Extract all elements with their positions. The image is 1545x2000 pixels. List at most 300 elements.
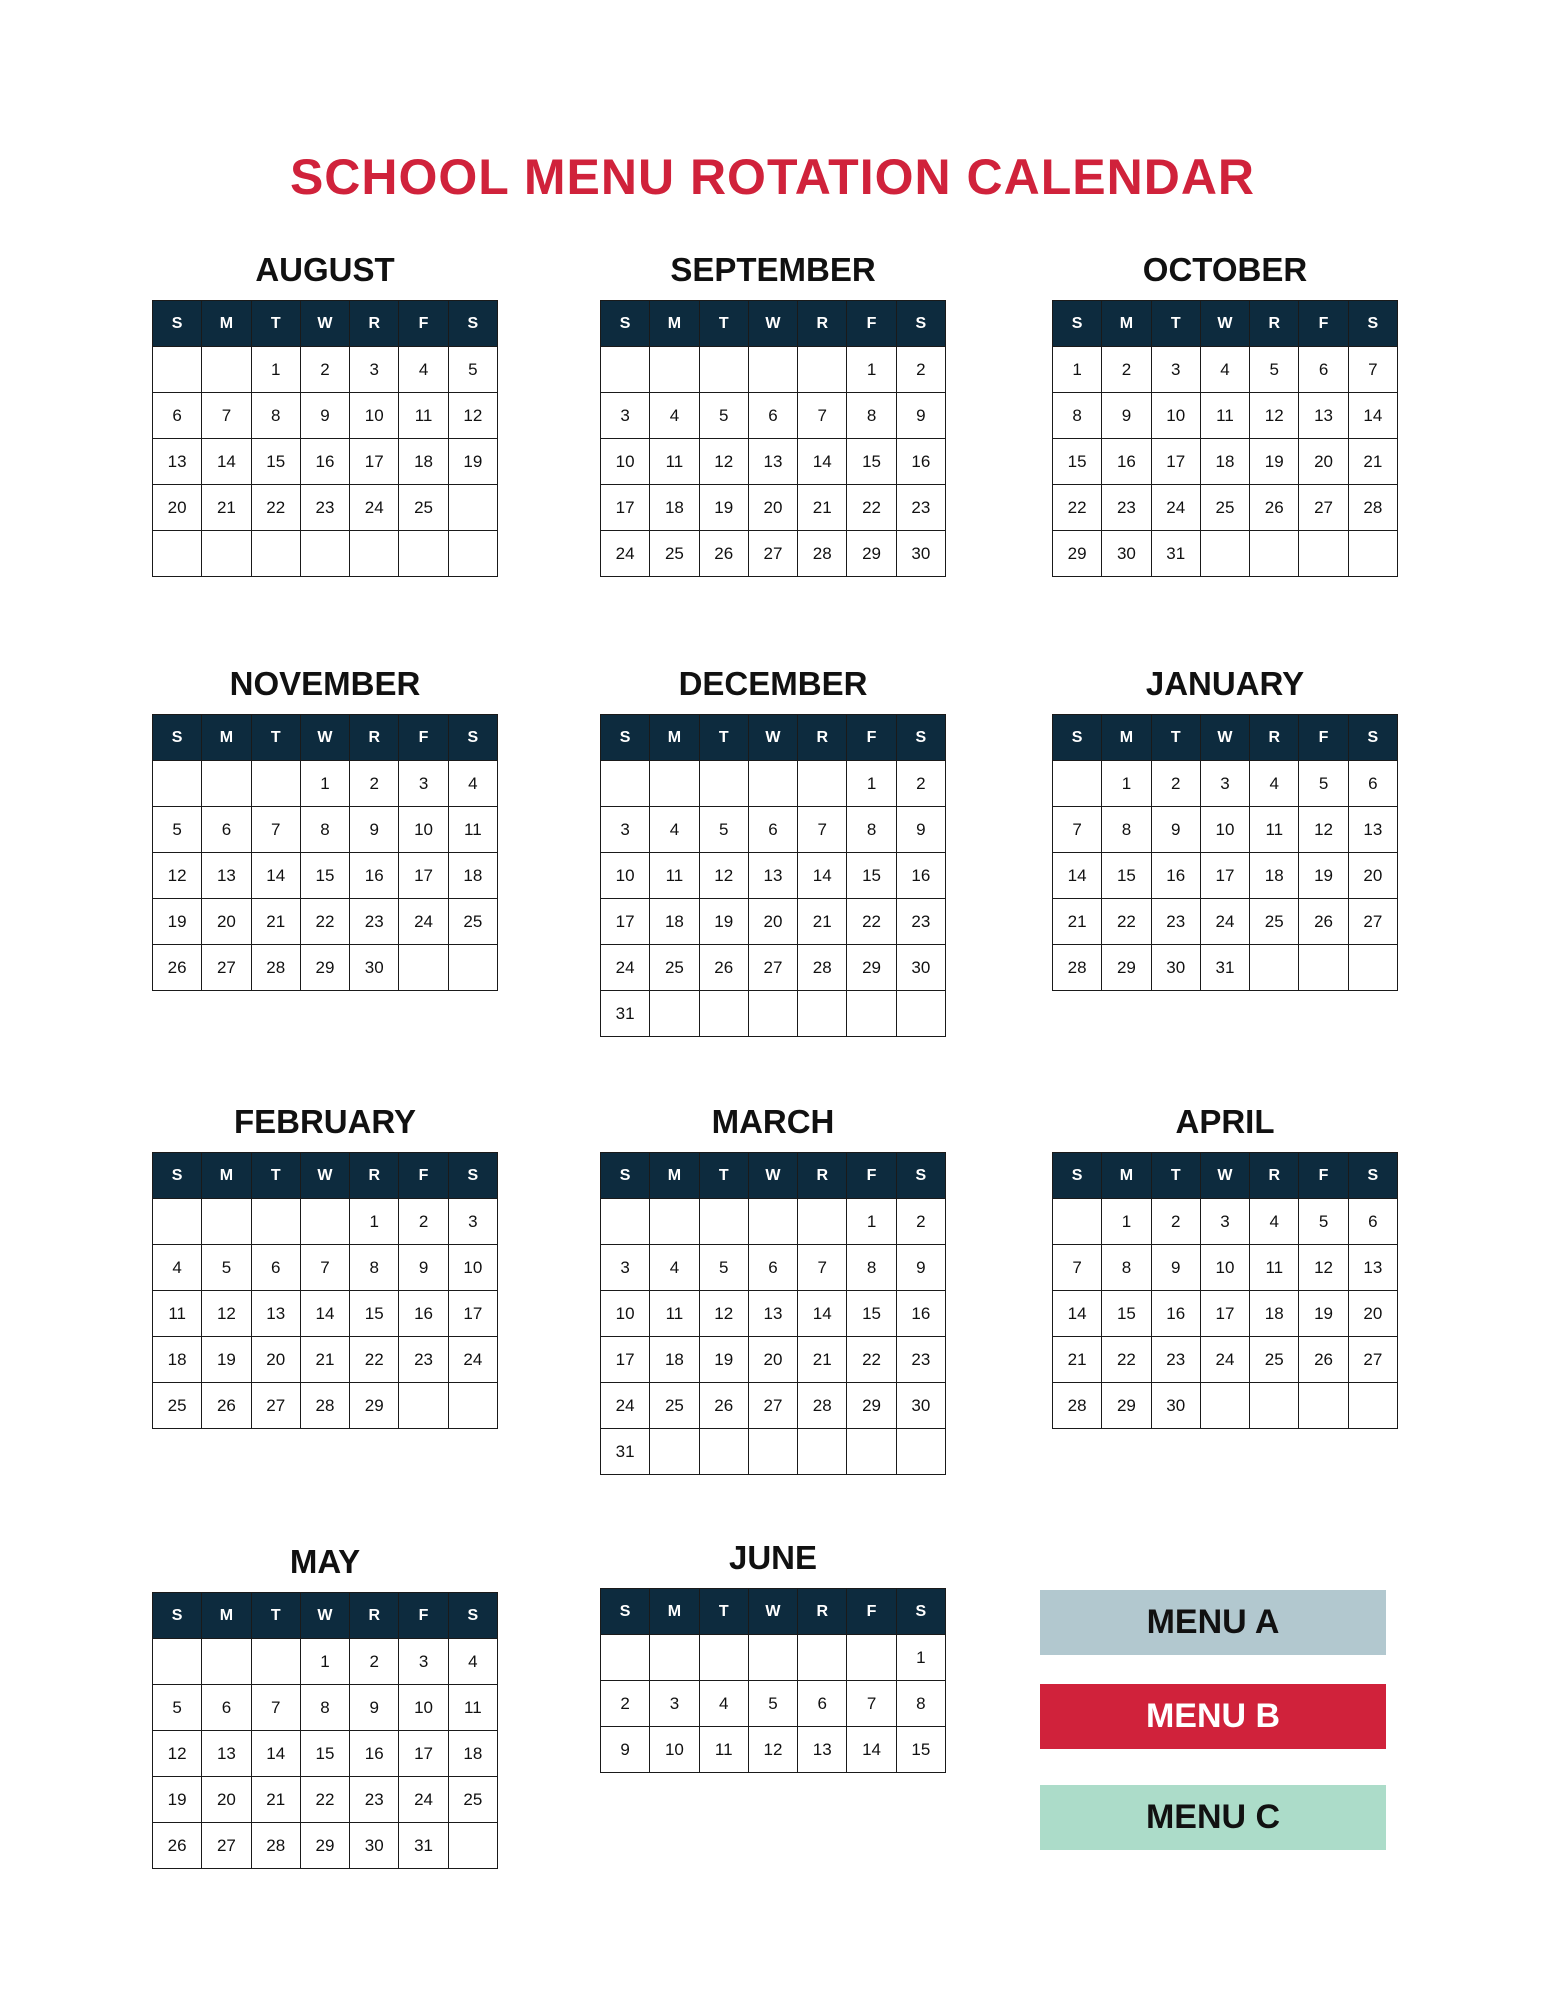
day-cell: 24 [448, 1337, 497, 1383]
day-cell: 21 [202, 485, 251, 531]
empty-cell [699, 347, 748, 393]
day-cell: 16 [1102, 439, 1151, 485]
day-cell: 17 [601, 485, 650, 531]
day-cell: 23 [399, 1337, 448, 1383]
day-cell: 9 [399, 1245, 448, 1291]
day-cell: 4 [650, 807, 699, 853]
day-cell: 5 [448, 347, 497, 393]
day-cell: 3 [1200, 761, 1249, 807]
day-cell: 10 [1151, 393, 1200, 439]
day-cell: 9 [896, 807, 945, 853]
weekday-header: T [699, 1153, 748, 1199]
day-cell: 1 [350, 1199, 399, 1245]
day-cell: 4 [1200, 347, 1249, 393]
month-name: APRIL [1175, 1103, 1275, 1140]
day-cell: 7 [202, 393, 251, 439]
day-cell: 13 [251, 1291, 300, 1337]
weekday-header: M [1102, 715, 1151, 761]
day-cell: 2 [896, 347, 945, 393]
empty-cell [448, 945, 497, 991]
day-cell: 14 [1053, 1291, 1102, 1337]
day-cell: 20 [1348, 853, 1397, 899]
day-cell: 13 [1348, 807, 1397, 853]
day-cell: 1 [300, 1639, 349, 1685]
empty-cell [448, 1823, 497, 1869]
day-cell: 30 [300, 531, 349, 577]
weekday-header: T [1151, 1153, 1200, 1199]
day-cell: 8 [300, 807, 349, 853]
day-cell: 12 [202, 1291, 251, 1337]
month-table [1052, 714, 1398, 991]
month-table [600, 300, 946, 577]
month-december [600, 664, 946, 1037]
weekday-header: S [601, 1589, 650, 1635]
day-cell: 24 [601, 1383, 650, 1429]
day-cell: 14 [847, 1727, 896, 1773]
day-cell: 3 [350, 347, 399, 393]
day-cell: 29 [1102, 1383, 1151, 1429]
day-cell: 11 [650, 1291, 699, 1337]
empty-cell [1250, 945, 1299, 991]
day-cell: 3 [601, 393, 650, 439]
day-cell: 12 [748, 1727, 797, 1773]
weekday-header: W [1200, 715, 1249, 761]
day-cell: 31 [1151, 531, 1200, 577]
day-cell: 20 [748, 1337, 797, 1383]
empty-cell [1200, 1383, 1249, 1429]
empty-cell [300, 1199, 349, 1245]
day-cell: 27 [1348, 899, 1397, 945]
day-cell: 20 [153, 485, 202, 531]
weekday-header: F [1299, 715, 1348, 761]
day-cell: 11 [153, 1291, 202, 1337]
day-cell: 31 [399, 1823, 448, 1869]
month-table [152, 1152, 498, 1429]
day-cell: 10 [1200, 807, 1249, 853]
weekday-header: R [1250, 1153, 1299, 1199]
weekday-header: F [399, 301, 448, 347]
day-cell: 21 [798, 1337, 847, 1383]
day-cell: 3 [448, 1199, 497, 1245]
day-cell: 29 [1053, 531, 1102, 577]
day-cell: 18 [650, 1337, 699, 1383]
day-cell: 18 [1250, 1291, 1299, 1337]
weekday-header: M [650, 715, 699, 761]
empty-cell [1348, 1383, 1397, 1429]
empty-cell [798, 1199, 847, 1245]
day-cell: 30 [350, 1823, 399, 1869]
day-cell: 24 [601, 945, 650, 991]
day-cell: 22 [300, 1777, 349, 1823]
page-title: SCHOOL MENU ROTATION CALENDAR [289, 149, 1256, 205]
day-cell: 17 [1200, 853, 1249, 899]
month-january [1052, 664, 1398, 991]
day-cell: 7 [251, 807, 300, 853]
day-cell: 26 [448, 485, 497, 531]
empty-cell [748, 347, 797, 393]
weekday-header: S [1348, 1153, 1397, 1199]
day-cell: 18 [650, 899, 699, 945]
day-cell: 5 [153, 807, 202, 853]
day-cell: 13 [1348, 1245, 1397, 1291]
weekday-header: W [748, 1589, 797, 1635]
month-name: JANUARY [1145, 665, 1305, 702]
day-cell: 25 [1200, 485, 1249, 531]
day-cell: 26 [699, 1383, 748, 1429]
empty-cell [798, 761, 847, 807]
day-cell: 4 [1250, 761, 1299, 807]
weekday-header: R [798, 1589, 847, 1635]
day-cell: 1 [300, 761, 349, 807]
weekday-header: R [1250, 715, 1299, 761]
day-cell: 7 [847, 1681, 896, 1727]
day-cell: 9 [896, 1245, 945, 1291]
day-cell: 29 [350, 1383, 399, 1429]
day-cell: 15 [847, 1291, 896, 1337]
day-cell: 26 [699, 945, 748, 991]
day-cell: 8 [1053, 393, 1102, 439]
day-cell: 28 [300, 1383, 349, 1429]
day-cell: 28 [1053, 945, 1102, 991]
month-june [600, 1538, 946, 1773]
weekday-header: S [601, 715, 650, 761]
day-cell: 15 [300, 1731, 349, 1777]
weekday-header: T [251, 1593, 300, 1639]
day-cell: 19 [699, 899, 748, 945]
empty-cell [251, 1639, 300, 1685]
month-table [152, 300, 498, 577]
day-cell: 12 [1299, 807, 1348, 853]
empty-cell [153, 761, 202, 807]
day-cell: 12 [699, 853, 748, 899]
empty-cell [798, 991, 847, 1037]
day-cell: 27 [153, 531, 202, 577]
day-cell: 17 [350, 439, 399, 485]
day-cell: 8 [847, 1245, 896, 1291]
weekday-header: S [153, 1593, 202, 1639]
day-cell: 15 [251, 439, 300, 485]
day-cell: 6 [1348, 1199, 1397, 1245]
day-cell: 6 [202, 807, 251, 853]
day-cell: 22 [1102, 899, 1151, 945]
day-cell: 5 [202, 1245, 251, 1291]
day-cell: 31 [1200, 945, 1249, 991]
day-cell: 27 [1299, 485, 1348, 531]
weekday-header: T [251, 715, 300, 761]
month-name: MARCH [711, 1103, 835, 1140]
weekday-header: S [601, 301, 650, 347]
day-cell: 1 [847, 761, 896, 807]
weekday-header: M [1102, 1153, 1151, 1199]
day-cell: 10 [601, 1291, 650, 1337]
weekday-header: M [202, 301, 251, 347]
weekday-header: R [1250, 301, 1299, 347]
day-cell: 12 [1250, 393, 1299, 439]
empty-cell [601, 347, 650, 393]
month-september [600, 250, 946, 577]
day-cell: 14 [300, 1291, 349, 1337]
day-cell: 18 [153, 1337, 202, 1383]
empty-cell [798, 347, 847, 393]
day-cell: 22 [847, 485, 896, 531]
month-name: MAY [289, 1543, 361, 1580]
empty-cell [748, 1635, 797, 1681]
weekday-header: F [1299, 1153, 1348, 1199]
day-cell: 10 [601, 853, 650, 899]
day-cell: 10 [399, 807, 448, 853]
day-cell: 7 [1348, 347, 1397, 393]
day-cell: 7 [1053, 807, 1102, 853]
empty-cell [153, 347, 202, 393]
empty-cell [699, 761, 748, 807]
day-cell: 3 [399, 1639, 448, 1685]
empty-cell [1348, 531, 1397, 577]
month-march [600, 1102, 946, 1475]
empty-cell [251, 1199, 300, 1245]
day-cell: 6 [1348, 761, 1397, 807]
day-cell: 14 [1053, 853, 1102, 899]
day-cell: 12 [1299, 1245, 1348, 1291]
weekday-header: S [1053, 301, 1102, 347]
day-cell: 27 [748, 531, 797, 577]
empty-cell [153, 1639, 202, 1685]
month-name: JUNE [728, 1539, 818, 1576]
day-cell: 4 [153, 1245, 202, 1291]
weekday-header: S [896, 1589, 945, 1635]
day-cell: 20 [251, 1337, 300, 1383]
day-cell: 14 [798, 853, 847, 899]
weekday-header: M [650, 1153, 699, 1199]
day-cell: 27 [202, 945, 251, 991]
day-cell: 30 [1151, 1383, 1200, 1429]
empty-cell [798, 1429, 847, 1475]
weekday-header: T [699, 301, 748, 347]
day-cell: 23 [1102, 485, 1151, 531]
day-cell: 13 [798, 1727, 847, 1773]
day-cell: 16 [896, 439, 945, 485]
empty-cell [1200, 531, 1249, 577]
day-cell: 24 [1200, 899, 1249, 945]
day-cell: 6 [1299, 347, 1348, 393]
day-cell: 6 [251, 1245, 300, 1291]
empty-cell [1299, 531, 1348, 577]
day-cell: 9 [350, 1685, 399, 1731]
day-cell: 1 [847, 347, 896, 393]
month-table [600, 714, 946, 1037]
empty-cell [251, 761, 300, 807]
day-cell: 12 [699, 1291, 748, 1337]
day-cell: 24 [601, 531, 650, 577]
day-cell: 17 [601, 1337, 650, 1383]
day-cell: 16 [350, 853, 399, 899]
day-cell: 4 [448, 1639, 497, 1685]
empty-cell [650, 1635, 699, 1681]
day-cell: 17 [1151, 439, 1200, 485]
month-october [1052, 250, 1398, 577]
day-cell: 29 [847, 531, 896, 577]
day-cell: 30 [896, 945, 945, 991]
day-cell: 8 [847, 393, 896, 439]
weekday-header: F [847, 1589, 896, 1635]
day-cell: 27 [748, 1383, 797, 1429]
day-cell: 13 [748, 1291, 797, 1337]
day-cell: 21 [798, 485, 847, 531]
day-cell: 29 [251, 531, 300, 577]
day-cell: 28 [798, 945, 847, 991]
day-cell: 28 [251, 1823, 300, 1869]
empty-cell [748, 1199, 797, 1245]
weekday-header: R [350, 1153, 399, 1199]
day-cell: 14 [202, 439, 251, 485]
day-cell: 23 [896, 1337, 945, 1383]
day-cell: 19 [699, 1337, 748, 1383]
day-cell: 23 [350, 899, 399, 945]
day-cell: 14 [251, 1731, 300, 1777]
empty-cell [748, 991, 797, 1037]
weekday-header: W [300, 1593, 349, 1639]
day-cell: 3 [601, 807, 650, 853]
month-name: NOVEMBER [229, 665, 421, 702]
empty-cell [1053, 1199, 1102, 1245]
day-cell: 18 [399, 439, 448, 485]
empty-cell [448, 531, 497, 577]
empty-cell [650, 1199, 699, 1245]
day-cell: 5 [153, 1685, 202, 1731]
day-cell: 2 [1151, 761, 1200, 807]
day-cell: 3 [1151, 347, 1200, 393]
day-cell: 11 [1250, 807, 1299, 853]
empty-cell [699, 1429, 748, 1475]
day-cell: 19 [202, 1337, 251, 1383]
weekday-header: F [399, 715, 448, 761]
day-cell: 6 [153, 393, 202, 439]
day-cell: 12 [448, 393, 497, 439]
day-cell: 2 [350, 1639, 399, 1685]
weekday-header: W [748, 301, 797, 347]
day-cell: 29 [300, 1823, 349, 1869]
day-cell: 17 [448, 1291, 497, 1337]
day-cell: 29 [847, 945, 896, 991]
day-cell: 19 [1299, 1291, 1348, 1337]
day-cell: 5 [699, 807, 748, 853]
day-cell: 4 [699, 1681, 748, 1727]
empty-cell [1299, 1383, 1348, 1429]
day-cell: 9 [300, 393, 349, 439]
day-cell: 16 [896, 1291, 945, 1337]
month-february [152, 1102, 498, 1429]
weekday-header: S [1348, 301, 1397, 347]
day-cell: 20 [1299, 439, 1348, 485]
day-cell: 6 [748, 393, 797, 439]
day-cell: 5 [1250, 347, 1299, 393]
day-cell: 16 [1151, 853, 1200, 899]
empty-cell [202, 1639, 251, 1685]
empty-cell [601, 761, 650, 807]
day-cell: 28 [1053, 1383, 1102, 1429]
day-cell: 12 [153, 1731, 202, 1777]
empty-cell [202, 347, 251, 393]
day-cell: 21 [1348, 439, 1397, 485]
day-cell: 9 [350, 807, 399, 853]
empty-cell [650, 347, 699, 393]
day-cell: 10 [448, 1245, 497, 1291]
legend-menu-a-label: MENU A [1146, 1603, 1280, 1641]
weekday-header: M [650, 1589, 699, 1635]
day-cell: 7 [300, 1245, 349, 1291]
day-cell: 25 [1250, 899, 1299, 945]
day-cell: 30 [1102, 531, 1151, 577]
empty-cell [699, 1635, 748, 1681]
day-cell: 20 [748, 485, 797, 531]
day-cell: 11 [1250, 1245, 1299, 1291]
month-name: FEBRUARY [233, 1103, 417, 1140]
day-cell: 2 [896, 761, 945, 807]
legend-menu-a [1040, 1590, 1386, 1655]
day-cell: 6 [748, 1245, 797, 1291]
day-cell: 8 [1102, 1245, 1151, 1291]
day-cell: 8 [847, 807, 896, 853]
weekday-header: S [601, 1153, 650, 1199]
weekday-header: W [1200, 301, 1249, 347]
day-cell: 22 [251, 485, 300, 531]
month-name: SEPTEMBER [670, 251, 876, 288]
day-cell: 28 [798, 1383, 847, 1429]
day-cell: 15 [350, 1291, 399, 1337]
day-cell: 20 [748, 899, 797, 945]
day-cell: 25 [650, 945, 699, 991]
weekday-header: S [1348, 715, 1397, 761]
day-cell: 4 [650, 1245, 699, 1291]
weekday-header: M [650, 301, 699, 347]
day-cell: 31 [601, 1429, 650, 1475]
day-cell: 18 [1200, 439, 1249, 485]
day-cell: 15 [1102, 853, 1151, 899]
day-cell: 16 [896, 853, 945, 899]
day-cell: 4 [1250, 1199, 1299, 1245]
weekday-header: S [448, 301, 497, 347]
legend-menu-c-label: MENU C [1145, 1798, 1281, 1836]
day-cell: 17 [1200, 1291, 1249, 1337]
weekday-header: F [847, 301, 896, 347]
month-name: DECEMBER [678, 665, 868, 702]
legend-menu-b-label: MENU B [1145, 1697, 1281, 1735]
day-cell: 19 [153, 1777, 202, 1823]
empty-cell [399, 1383, 448, 1429]
weekday-header: R [350, 1593, 399, 1639]
empty-cell [448, 1383, 497, 1429]
day-cell: 5 [699, 1245, 748, 1291]
day-cell: 19 [1299, 853, 1348, 899]
day-cell: 16 [300, 439, 349, 485]
day-cell: 14 [798, 439, 847, 485]
weekday-header: W [748, 715, 797, 761]
day-cell: 26 [1299, 1337, 1348, 1383]
empty-cell [699, 1199, 748, 1245]
empty-cell [1299, 945, 1348, 991]
empty-cell [202, 1199, 251, 1245]
day-cell: 25 [153, 1383, 202, 1429]
weekday-header: S [153, 301, 202, 347]
empty-cell [748, 761, 797, 807]
day-cell: 7 [251, 1685, 300, 1731]
weekday-header: S [1053, 1153, 1102, 1199]
day-cell: 15 [847, 439, 896, 485]
empty-cell [650, 991, 699, 1037]
month-august [152, 250, 498, 577]
day-cell: 16 [399, 1291, 448, 1337]
day-cell: 9 [601, 1727, 650, 1773]
day-cell: 18 [650, 485, 699, 531]
